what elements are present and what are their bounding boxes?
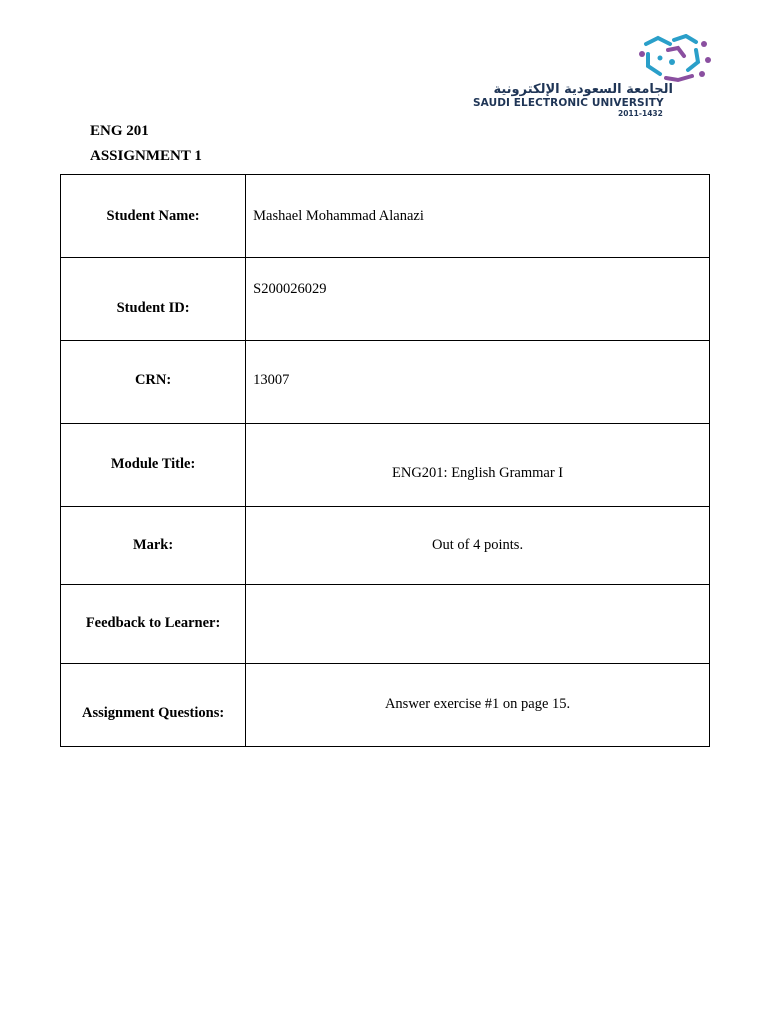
feedback-label: Feedback to Learner: [85, 615, 221, 631]
table-row [61, 507, 710, 585]
table-row [61, 424, 710, 507]
student-id-label: Student ID: [116, 300, 190, 316]
assignment-title: ASSIGNMENT 1 [90, 148, 202, 164]
label-cell [61, 175, 246, 258]
label-cell [61, 585, 246, 664]
logo-arabic-name: الجامعة السعودية الإلكترونية [493, 82, 673, 97]
label-cell [61, 664, 246, 747]
value-cell [246, 664, 710, 747]
value-cell [246, 424, 710, 507]
crn-label: CRN: [134, 372, 172, 388]
mark-value: Out of 4 points. [432, 537, 524, 553]
table-row [61, 175, 710, 258]
assignment-questions-value: Answer exercise #1 on page 15. [384, 696, 571, 712]
university-emblem-icon [638, 34, 714, 84]
module-title-value: ENG201: English Grammar I [391, 465, 564, 481]
value-cell [246, 258, 710, 341]
assignment-info-table [60, 174, 710, 747]
mark-label: Mark: [132, 537, 174, 553]
value-cell [246, 341, 710, 424]
student-name-value: Mashael Mohammad Alanazi [253, 208, 424, 224]
label-cell [61, 341, 246, 424]
table-row [61, 585, 710, 664]
table-row [61, 664, 710, 747]
course-code: ENG 201 [90, 123, 149, 139]
crn-value: 13007 [253, 372, 290, 388]
logo-english-name: SAUDI ELECTRONIC UNIVERSITY [473, 97, 664, 109]
label-cell [61, 424, 246, 507]
value-cell [246, 175, 710, 258]
value-cell [246, 507, 710, 585]
label-cell [61, 507, 246, 585]
label-cell [61, 258, 246, 341]
student-name-label: Student Name: [106, 208, 200, 224]
student-id-value: S200026029 [253, 281, 327, 297]
university-logo [470, 34, 720, 120]
module-title-label: Module Title: [110, 456, 196, 472]
table-row [61, 341, 710, 424]
assignment-questions-label: Assignment Questions: [81, 705, 225, 721]
table-row [61, 258, 710, 341]
value-cell [246, 585, 710, 664]
logo-years: 2011-1432 [618, 109, 663, 118]
